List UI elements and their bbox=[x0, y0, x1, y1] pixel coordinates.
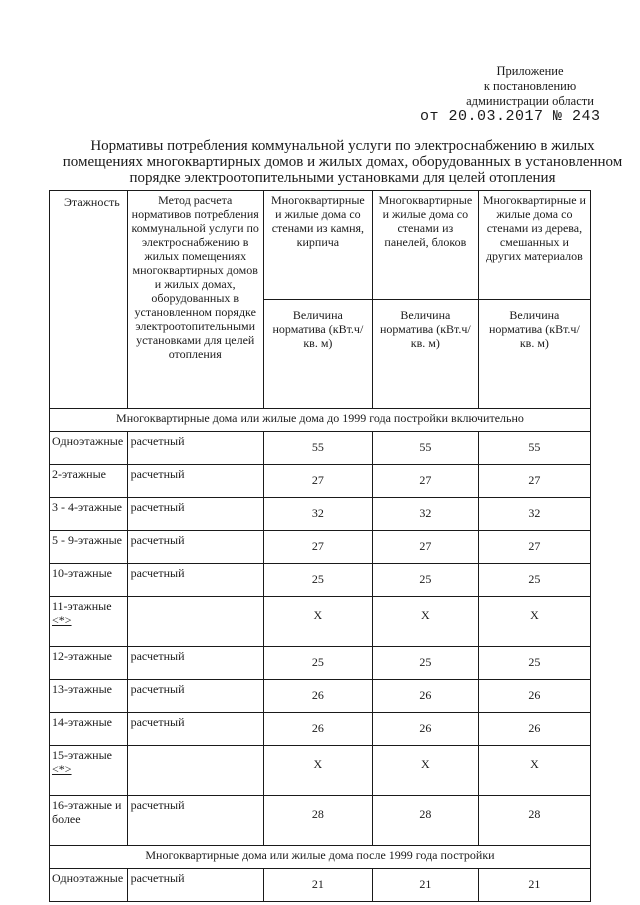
cell-value-stone: X bbox=[263, 746, 372, 796]
cell-value-panel: X bbox=[372, 746, 478, 796]
table-row bbox=[50, 713, 591, 746]
cell-floors bbox=[50, 531, 128, 564]
floors-label: 10-этажные bbox=[52, 566, 112, 580]
footnote-link[interactable]: <*> bbox=[52, 613, 72, 627]
cell-value-wood: X bbox=[478, 597, 590, 647]
norms-table bbox=[49, 190, 591, 902]
cell-floors bbox=[50, 465, 128, 498]
floors-label: 14-этажные bbox=[52, 715, 112, 729]
cell-floors bbox=[50, 680, 128, 713]
appendix-header bbox=[440, 64, 620, 109]
unit-header-panel: Величина норматива (кВт.ч/кв. м) bbox=[372, 300, 478, 409]
cell-floors bbox=[50, 796, 128, 846]
table-row bbox=[50, 869, 591, 902]
table-row bbox=[50, 746, 591, 796]
cell-value-wood: 25 bbox=[478, 647, 590, 680]
cell-value-wood: 28 bbox=[478, 796, 590, 846]
cell-value-stone: 28 bbox=[263, 796, 372, 846]
cell-value-panel: 25 bbox=[372, 647, 478, 680]
table-row bbox=[50, 498, 591, 531]
cell-value-stone: 27 bbox=[263, 465, 372, 498]
cell-method: расчетный bbox=[127, 869, 263, 902]
cell-value-stone: 26 bbox=[263, 680, 372, 713]
cell-value-wood: 32 bbox=[478, 498, 590, 531]
table-row bbox=[50, 680, 591, 713]
cell-value-panel: 32 bbox=[372, 498, 478, 531]
cell-value-wood: 55 bbox=[478, 432, 590, 465]
cell-floors bbox=[50, 869, 128, 902]
cell-value-panel: 26 bbox=[372, 713, 478, 746]
table-row bbox=[50, 465, 591, 498]
floors-label: 5 - 9-этажные bbox=[52, 533, 122, 547]
cell-method: расчетный bbox=[127, 680, 263, 713]
cell-method: расчетный bbox=[127, 432, 263, 465]
cell-floors bbox=[50, 564, 128, 597]
cell-value-wood: 27 bbox=[478, 465, 590, 498]
unit-header-wood: Величина норматива (кВт.ч/кв. м) bbox=[478, 300, 590, 409]
column-header-wood: Многоквартирные и жилые дома со стенами из дерева, смешанных и других материалов bbox=[478, 191, 590, 300]
column-header-panel: Многоквартирные и жилые дома со стенами из панелей, блоков bbox=[372, 191, 478, 300]
cell-floors bbox=[50, 713, 128, 746]
unit-header-stone: Величина норматива (кВт.ч/кв. м) bbox=[263, 300, 372, 409]
cell-method: расчетный bbox=[127, 531, 263, 564]
cell-method: расчетный bbox=[127, 647, 263, 680]
cell-value-panel: 26 bbox=[372, 680, 478, 713]
cell-value-stone: 25 bbox=[263, 564, 372, 597]
column-header-method: Метод расчета нормативов потребления коммунальной услуги по электроснабжению в жилых помещениях многоквартирных домов и жилых домах, оборудованных в установленном порядке электроотопительными установками для целей отопления bbox=[127, 191, 263, 409]
cell-method: расчетный bbox=[127, 564, 263, 597]
cell-value-wood: 26 bbox=[478, 680, 590, 713]
cell-value-wood: X bbox=[478, 746, 590, 796]
cell-method bbox=[127, 597, 263, 647]
cell-value-panel: 55 bbox=[372, 432, 478, 465]
floors-label: 11-этажные bbox=[52, 599, 112, 613]
table-row bbox=[50, 796, 591, 846]
floors-label: 12-этажные bbox=[52, 649, 112, 663]
section-row bbox=[50, 409, 591, 432]
appendix-authority: администрации области bbox=[466, 94, 594, 108]
cell-value-wood: 21 bbox=[478, 869, 590, 902]
section-row bbox=[50, 846, 591, 869]
table-row bbox=[50, 432, 591, 465]
floors-label: 16-этажные и более bbox=[52, 798, 122, 826]
floors-label: Одноэтажные bbox=[52, 434, 124, 448]
floors-label: 2-этажные bbox=[52, 467, 106, 481]
column-header-floors: Этажность bbox=[50, 191, 128, 409]
cell-floors bbox=[50, 746, 128, 796]
cell-value-panel: 27 bbox=[372, 465, 478, 498]
cell-value-stone: 25 bbox=[263, 647, 372, 680]
cell-value-stone: 26 bbox=[263, 713, 372, 746]
cell-method: расчетный bbox=[127, 498, 263, 531]
cell-value-stone: 27 bbox=[263, 531, 372, 564]
table-row bbox=[50, 647, 591, 680]
cell-method: расчетный bbox=[127, 713, 263, 746]
footnote-link[interactable]: <*> bbox=[52, 762, 72, 776]
appendix-label: Приложение bbox=[496, 64, 564, 78]
cell-value-stone: 32 bbox=[263, 498, 372, 531]
section-title: Многоквартирные дома или жилые дома до 1999 года постройки включительно bbox=[50, 409, 591, 432]
cell-value-stone: 55 bbox=[263, 432, 372, 465]
cell-value-stone: 21 bbox=[263, 869, 372, 902]
floors-label: 13-этажные bbox=[52, 682, 112, 696]
document-reference: от 20.03.2017 № 243 bbox=[420, 108, 601, 125]
cell-method: расчетный bbox=[127, 465, 263, 498]
floors-label: 3 - 4-этажные bbox=[52, 500, 122, 514]
floors-label: Одноэтажные bbox=[52, 871, 124, 885]
cell-floors bbox=[50, 432, 128, 465]
cell-value-wood: 25 bbox=[478, 564, 590, 597]
floors-label: 15-этажные bbox=[52, 748, 112, 762]
cell-method bbox=[127, 746, 263, 796]
cell-value-wood: 27 bbox=[478, 531, 590, 564]
cell-method: расчетный bbox=[127, 796, 263, 846]
appendix-resolution: к постановлению bbox=[483, 79, 577, 93]
section-title: Многоквартирные дома или жилые дома после 1999 года постройки bbox=[50, 846, 591, 869]
table-row bbox=[50, 564, 591, 597]
cell-floors bbox=[50, 647, 128, 680]
cell-floors bbox=[50, 597, 128, 647]
cell-value-wood: 26 bbox=[478, 713, 590, 746]
column-header-stone: Многоквартирные и жилые дома со стенами из камня, кирпича bbox=[263, 191, 372, 300]
cell-floors bbox=[50, 498, 128, 531]
table-header-row bbox=[50, 191, 591, 300]
cell-value-panel: 21 bbox=[372, 869, 478, 902]
cell-value-panel: 28 bbox=[372, 796, 478, 846]
cell-value-stone: X bbox=[263, 597, 372, 647]
page-title: Нормативы потребления коммунальной услуги по электроснабжению в жилых помещениях многоквартирных домов и жилых домах, оборудованных в установленном порядке электроотопительными установками для целей отопления bbox=[62, 138, 623, 186]
cell-value-panel: 27 bbox=[372, 531, 478, 564]
cell-value-panel: X bbox=[372, 597, 478, 647]
table-row bbox=[50, 597, 591, 647]
cell-value-panel: 25 bbox=[372, 564, 478, 597]
table-row bbox=[50, 531, 591, 564]
